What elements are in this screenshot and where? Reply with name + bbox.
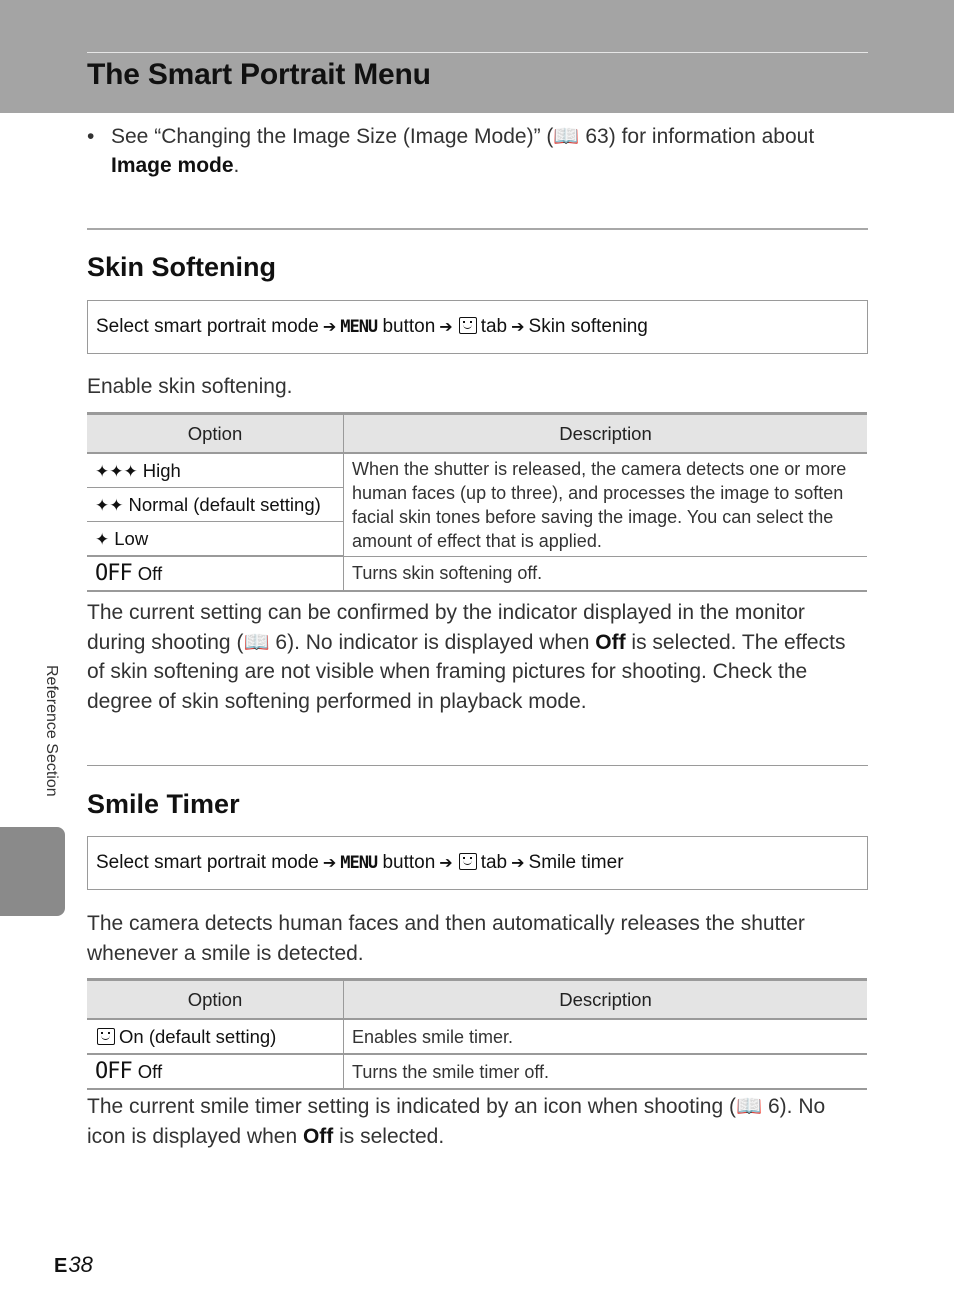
book-icon: 📖 (553, 125, 580, 148)
skin-softening-heading: Skin Softening (87, 252, 276, 282)
skin-low-icon: ✦ (95, 529, 110, 550)
smile-menu-path: Select smart portrait mode ➔ MENU button ➔ tab ➔ Smile timer (87, 836, 868, 890)
arrow-icon: ➔ (439, 855, 453, 872)
arrow-icon: ➔ (511, 319, 525, 336)
skin-high-icon: ✦✦✦ (95, 461, 138, 482)
header-band (0, 0, 954, 113)
column-header-option: Option (87, 980, 344, 1020)
arrow-icon: ➔ (322, 319, 337, 336)
column-header-description: Description (344, 414, 868, 454)
page-title: The Smart Portrait Menu (87, 58, 431, 91)
skin-lead: Enable skin softening. (87, 375, 293, 398)
image-mode-link[interactable]: Image mode (111, 154, 234, 177)
smile-timer-heading: Smile Timer (87, 789, 240, 819)
off-icon: OFF (95, 561, 132, 586)
skin-normal-icon: ✦✦ (95, 495, 124, 516)
page-number: E38 (54, 1252, 93, 1277)
off-description: Turns skin softening off. (344, 556, 868, 591)
menu-button-icon: MENU (340, 853, 378, 873)
table-row (87, 556, 867, 591)
book-icon: 📖 (735, 1095, 763, 1118)
option-low[interactable]: ✦ Low (87, 522, 344, 557)
skin-menu-path: Select smart portrait mode ➔ MENU button ➔ tab ➔ Skin softening (87, 300, 868, 354)
smile-options-table (87, 978, 867, 1090)
option-normal[interactable]: ✦✦ Normal (default setting) (87, 488, 344, 522)
column-header-description: Description (344, 980, 868, 1020)
skin-options-table (87, 412, 867, 592)
smart-portrait-tab-icon (459, 853, 477, 870)
intro-text: See “Changing the Image Size (Image Mode)” (📖 63) for information about Image mode. (111, 125, 815, 177)
option-off[interactable]: OFF Off (87, 556, 344, 591)
menu-button-icon: MENU (340, 317, 378, 337)
bullet-dot: • (87, 125, 95, 148)
side-tab (0, 827, 65, 916)
book-icon: 📖 (243, 630, 270, 654)
table-row (87, 453, 867, 488)
section-rule-skin (87, 228, 868, 230)
option-on[interactable]: On (default setting) (87, 1019, 344, 1054)
side-section-label: Reference Section (43, 665, 60, 797)
column-header-option: Option (87, 414, 344, 454)
smile-lead: The camera detects human faces and then automatically releases the shutter whenever a smile is detected. (87, 912, 805, 965)
off-icon: OFF (95, 1059, 132, 1084)
reference-e-icon: E (54, 1255, 68, 1277)
skin-note: The current setting can be confirmed by the indicator displayed in the monitor during shooting (📖 6). No indicator is displayed when Off is selected. The effects of skin softening are not visible when framing pictures for shooting. Check the degree of skin softening performed in playback mode. (87, 601, 846, 713)
shared-description: When the shutter is released, the camera detects one or more human faces (up to three), and processes the image to soften facial skin tones before saving the image. You can select the amount of effect that is applied. (344, 453, 868, 556)
arrow-icon: ➔ (439, 319, 453, 336)
table-row (87, 1054, 867, 1089)
header-rule (87, 52, 868, 53)
smart-portrait-tab-icon (459, 317, 477, 334)
smile-note: The current smile timer setting is indicated by an icon when shooting (📖 6). No icon is displayed when Off is selected. (87, 1095, 826, 1148)
section-rule-smile (87, 765, 868, 766)
table-row (87, 1019, 867, 1054)
smile-timer-icon (97, 1028, 115, 1045)
option-off[interactable]: OFF Off (87, 1054, 344, 1089)
arrow-icon: ➔ (322, 855, 337, 872)
arrow-icon: ➔ (511, 855, 525, 872)
off-description: Turns the smile timer off. (344, 1054, 868, 1089)
option-high[interactable]: ✦✦✦ High (87, 453, 344, 488)
on-description: Enables smile timer. (344, 1019, 868, 1054)
